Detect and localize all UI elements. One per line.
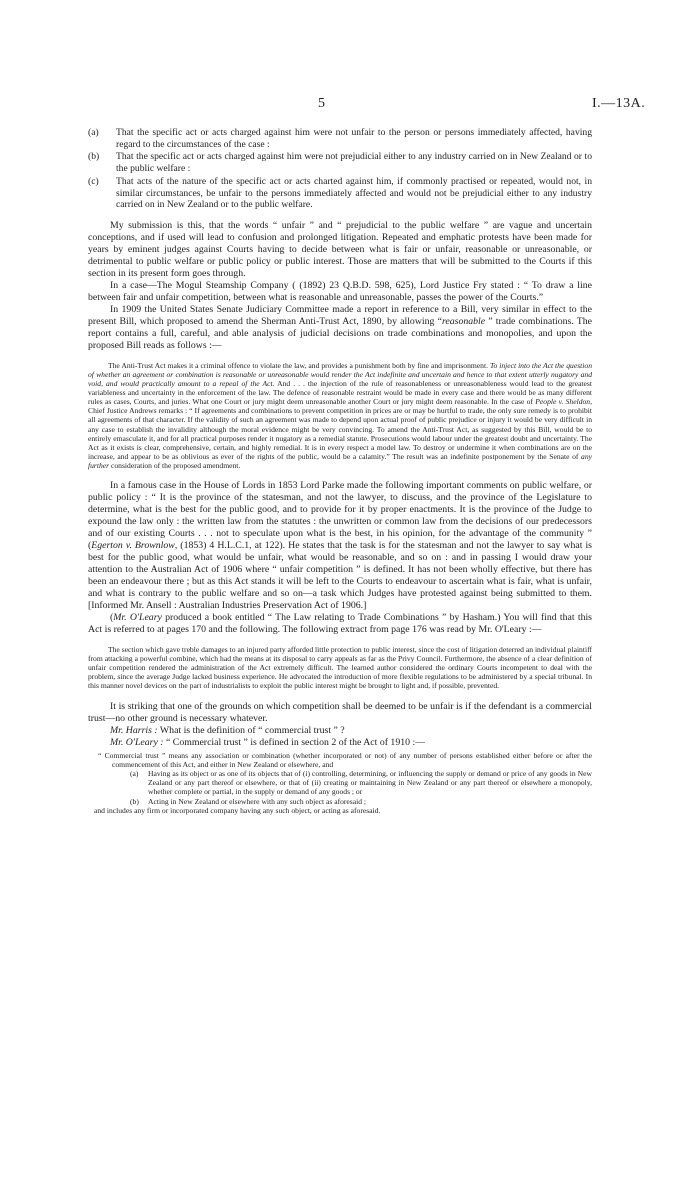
quote-emphasis: People v. Sheldon, <box>535 397 592 407</box>
paragraph <box>88 480 592 612</box>
list-item <box>88 176 592 211</box>
page-number: 5 <box>318 96 325 111</box>
list-item-text: That the specific act or acts charged against him were not unfair to the person or persons immediately affected, having regard to the circumstances of the case : <box>116 127 592 150</box>
dialogue-line <box>88 725 592 737</box>
dialogue-text: What is the definition of “ commercial trust ” ? <box>159 724 345 736</box>
block-quote <box>88 645 592 690</box>
definition-item <box>88 797 592 806</box>
definition-block <box>88 751 592 815</box>
paragraph: In a case—The Mogul Steamship Company ( (1892) 23 Q.B.D. 598, 625), Lord Justice Fry stated : “ To draw a line between fair and unfair competition, between what is reasonable and unreasonable, passes the power of the Courts.” <box>88 279 592 303</box>
paragraph-text: , (1853) 4 H.L.C.1, at 122). He states that the task is for the statesman and not the lawyer to say what is best for the public good, what would be unfair, what would be reasonable, and so on : and in passing I would draw your attention to the Australian Act of 1906 where “ unfair competition ” is defined. It has not been wholly effective, but there has been an endeavour there ; but as this Act stands it will be left to the Courts to endeavour to ascertain what is fair, what is unfair, and what is contrary to the public welfare and so on—a task which Judges have protested against being submitted to them. [Informed Mr. Ansell : Australian Industries Preservation Act of 1906.] <box>88 540 592 612</box>
list-item-text: That the specific act or acts charged against him were not prejudicial either to any industry carried on in New Zealand or to the public welfare : <box>116 151 592 175</box>
block-quote <box>88 361 592 470</box>
dialogue-line <box>88 737 592 749</box>
paragraph: (Mr. O'Leary produced a book entitled “ The Law relating to Trade Combinations ” by Hasham.) You will find that this Act is referred to at pages 170 and the following. The following extract from page 176 was read by Mr. O'Leary :— <box>88 612 592 636</box>
quote-text: The section which gave treble damages to an injured party afforded little protection to public interest, since the cost of litigation deterred an individual plaintiff from attacking a powerful combine, which had the means at its disposal to carry appeals as far as the Privy Council. Furthermore, the absence of a clear definition of unfair competition rendered the administration of the Act extremely difficult. The learned author considered the ordinary Courts incompetent to deal with the problem, since the average Judge lacked business experience. He advocated the introduction of more flexible regulations to be administered by a special tribunal. In this manner novel devices on the part of industrialists to exploit the public interest might be brought to light and, if possible, prevented. <box>88 645 592 691</box>
definition-item-label: (a) <box>130 768 139 778</box>
list-item <box>88 151 592 174</box>
paragraph: My submission is this, that the words “ unfair ” and “ prejudicial to the public welfare ” are vague and uncertain conceptions, and if used will lead to confusion and prolonged litigation. Repeated and emphatic protests have been made for years by eminent judges against Courts having to decide between what is fair or unfair, reasonable or unreasonable, or detrimental to public welfare or public policy or public interest. Those are matters that will be submitted to the Courts if this section in its present form goes through. <box>88 219 592 279</box>
quote-emphasis: any further <box>88 451 592 470</box>
definition-item <box>88 769 592 797</box>
definition-item-text: Having as its object or as one of its objects that of (i) controlling, determining, or influencing the supply or demand or price of any goods in New Zealand or any part thereof or elsewhere, or that of (ii) creating or maintaining in New Zealand or any part thereof or elsewhere a monopoly, whether complete or partial, in the supply or demand of any goods ; or <box>148 768 592 797</box>
quote-text: consideration of the proposed amendment. <box>111 460 241 470</box>
paragraph-text: In 1909 the United States Senate Judiciary Committee made a report in reference to a Bill, very similar in effect to the present Bill, which proposed to amend the Sherman Anti-Trust Act, 1890, by allowing “ <box>88 303 592 327</box>
list-item-label: (b) <box>88 151 100 163</box>
paper-reference: I.—13A. <box>592 96 646 111</box>
speaker-name: Mr. Harris : <box>110 724 158 736</box>
paragraph-text: ” trade combinations. The report contains a full, careful, and able analysis of judicial decisions on trade combinations and monopolies, and upon the proposed Bill reads as follows :— <box>88 315 592 351</box>
list-item <box>88 127 592 150</box>
quote-text: The Anti-Trust Act makes it a criminal offence to violate the law, and provides a punishment both by fine and imprisonment. <box>108 360 488 370</box>
paragraph <box>88 304 592 352</box>
definition-tail: and includes any firm or incorporated company having any such object, or acting as aforesaid. <box>94 805 381 815</box>
definition-item-label: (b) <box>130 796 139 806</box>
quote-text: And . . . the injection of the rule of reasonableness or unreasonableness would lead to the greatest variableness and uncertainty in the enforcement of the law. The defence of reasonable restraint would be made in every case and there would be as many different rules as cases, Courts, and juries. What one Court or jury might deem unreasonable another Court or jury might deem reasonable. In the case of <box>88 379 592 407</box>
paragraph-text: In a famous case in the House of Lords in 1853 Lord Parke made the following important comments on public welfare, or public policy : “ It is the province of the statesman, and not the lawyer, to discuss, and the province of the Legislature to determine, what is the best for the public good, and to provide for it by proper enactments. It is the province of the Judge to expound the law only : the written law from the statutes : the unwritten or common law from the decisions of our predecessors and of our existing Courts . . . not to speculate upon what is the best, in his opinion, for the advantage of the community ” ( <box>88 480 592 552</box>
definition-lead: “ Commercial trust ” means any association or combination (whether incorporated or not) of any number of persons established either before or after the commencement of this Act, and either in New Zealand or elsewhere, and <box>98 750 592 769</box>
paragraph-text: produced a book entitled “ The Law relating to Trade Combinations ” by Hasham.) You will find that this Act is referred to at pages 170 and the following. The following extract from page 176 was read by Mr. O'Leary :— <box>88 612 592 636</box>
page-body <box>88 127 592 815</box>
list-item-label: (c) <box>88 175 99 187</box>
quote-text: Chief Justice Andrews remarks : “ If agreements and combinations to prevent competition in prices are or may be hurtful to trade, the only sure remedy is to prohibit all agreements of that character. If the validity of such an agreement was made to depend upon actual proof of public prejudice or injury it would be very difficult in any case to establish the invalidity although the moral evidence might be very convincing. To amend the Anti-Trust Act, as suggested by this Bill, would be to entirely emasculate it, and for all practical purposes render it nugatory as a remedial statute. Prosecutions would labour under the greatest doubt and uncertainty. The Act as it exists is clear, comprehensive, certain, and highly remedial. It is in every respect a model law. To destroy or undermine it when combinations are on the increase, and appear to be as oblivious as ever of the rights of the public, would be a calamity.” The result was an indefinite postponement by the Senate of <box>88 406 592 461</box>
list-item-label: (a) <box>88 127 99 138</box>
list-item-text: That acts of the nature of the specific act or acts charted against him, if commonly practised or repeated, would not, in similar circumstances, be unfair to the persons immediately affected and would not be prejudicial either to any industry carried on in New Zealand or to the public welfare. <box>116 175 592 211</box>
definition-item-text: Acting in New Zealand or elsewhere with any such object as aforesaid ; <box>148 796 367 806</box>
paragraph: It is striking that one of the grounds on which competition shall be deemed to be unfair is if the defendant is a commercial trust—no other ground is necessary whatever. <box>88 700 592 724</box>
speaker-name: Mr. O'Leary : <box>110 736 164 748</box>
emphasis-text: Mr. O'Leary <box>113 612 162 624</box>
dialogue-text: “ Commercial trust ” is defined in section 2 of the Act of 1910 :— <box>165 736 425 748</box>
emphasis-text: Egerton v. Brownlow <box>91 540 175 552</box>
emphasis-text: reasonable <box>441 315 486 327</box>
quote-emphasis: To inject into the Act the question of whether an agreement or combination is reasonable or unreasonable would render the Act indefinite and uncertain and hence to that extent utterly nugatory and void, and would practically amount to a repeal of the Act. <box>88 360 592 389</box>
